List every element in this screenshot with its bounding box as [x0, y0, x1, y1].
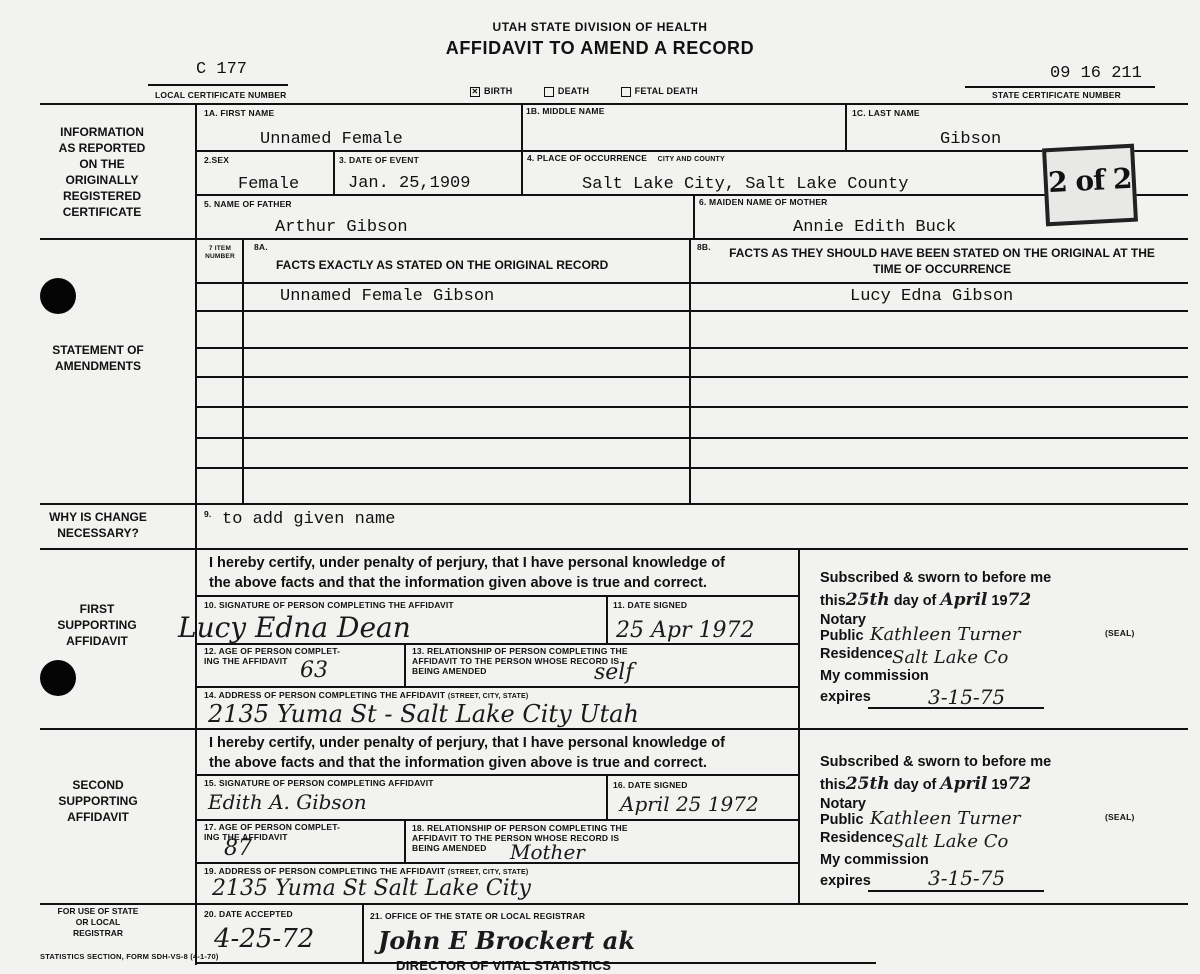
second-notary-signature: Kathleen Turner [870, 808, 1021, 829]
second-date: April 25 1972 [620, 792, 759, 816]
mother-value: Annie Edith Buck [793, 218, 957, 237]
second-date-label: 16. DATE SIGNED [613, 780, 688, 790]
first-commission-expires: 3-15-75 [928, 685, 1006, 709]
fetal-death-checkbox[interactable]: FETAL DEATH [621, 86, 698, 96]
col-8a-header: FACTS EXACTLY AS STATED ON THE ORIGINAL RECORD [276, 258, 609, 272]
second-address: 2135 Yuma St Salt Lake City [212, 876, 531, 901]
registrar-office-label: 21. OFFICE OF THE STATE OR LOCAL REGISTRAR [370, 911, 586, 921]
amend-original-value: Unnamed Female Gibson [280, 287, 495, 306]
why-change-label: WHY IS CHANGE NECESSARY? [49, 510, 147, 540]
col-8b-header: FACTS AS THEY SHOULD HAVE BEEN STATED ON THE ORIGINAL AT THE TIME OF OCCURRENCE [729, 246, 1155, 276]
agency-name: UTAH STATE DIVISION OF HEALTH [492, 20, 708, 34]
stamp-text: 2 of 2 [1047, 161, 1133, 200]
why-change-num: 9. [204, 509, 212, 519]
mother-label: 6. MAIDEN NAME OF MOTHER [699, 197, 828, 207]
last-name-label: 1C. LAST NAME [852, 108, 920, 118]
local-certificate-number: C 177 [196, 60, 248, 79]
first-sig-label: 10. SIGNATURE OF PERSON COMPLETING THE AFFIDAVIT [204, 600, 454, 610]
father-value: Arthur Gibson [275, 218, 408, 237]
col-8a-num: 8A. [254, 242, 268, 252]
first-name-label: 1A. FIRST NAME [204, 108, 275, 118]
second-address-label: 19. ADDRESS OF PERSON COMPLETING THE AFFIDAVIT (STREET, CITY, STATE) [204, 866, 529, 876]
first-notary-signature: Kathleen Turner [870, 624, 1021, 645]
second-relationship-label: 18. RELATIONSHIP OF PERSON COMPLETING THE AFFIDAVIT TO THE PERSON WHOSE RECORD IS BEING AMENDED [412, 823, 628, 853]
second-affidavit-label: SECOND SUPPORTING AFFIDAVIT [58, 778, 138, 824]
why-change-value: to add given name [222, 510, 396, 529]
date-accepted-label: 20. DATE ACCEPTED [204, 909, 293, 919]
sex-label: 2.SEX [204, 155, 230, 165]
place-label: 4. PLACE OF OCCURRENCE CITY AND COUNTY [527, 153, 725, 163]
empty-box-icon [621, 87, 631, 97]
registrar-use-label: FOR USE OF STATE OR LOCAL REGISTRAR [57, 906, 139, 938]
first-seal-label: (SEAL) [1105, 628, 1135, 638]
second-notary-residence: Salt Lake Co [892, 831, 1009, 852]
punch-hole-bottom [40, 660, 76, 696]
first-signature: Lucy Edna Dean [178, 611, 411, 644]
first-certify-line-2: the above facts and that the information given above is true and correct. [209, 575, 707, 591]
second-certify-line-1: I hereby certify, under penalty of perjury, that I have personal knowledge of [209, 735, 725, 751]
last-name-value: Gibson [940, 130, 1002, 149]
registrar-title: DIRECTOR OF VITAL STATISTICS [396, 958, 612, 973]
state-certificate-label: STATE CERTIFICATE NUMBER [992, 90, 1121, 100]
first-relationship-label: 13. RELATIONSHIP OF PERSON COMPLETING THE AFFIDAVIT TO THE PERSON WHOSE RECORD IS BEING AMENDED [412, 646, 628, 676]
empty-box-icon [544, 87, 554, 97]
first-notary-residence: Salt Lake Co [892, 647, 1009, 668]
checked-box-icon: ✕ [471, 86, 479, 96]
first-address: 2135 Yuma St - Salt Lake City Utah [208, 700, 639, 728]
first-name-value: Unnamed Female [260, 130, 403, 149]
registrar-signature: John E Brockert ak [378, 926, 635, 955]
birth-checkbox[interactable]: ✕ BIRTH [471, 86, 513, 96]
second-age: 87 [224, 836, 252, 861]
sex-value: Female [238, 175, 300, 194]
punch-hole-top [40, 278, 76, 314]
father-label: 5. NAME OF FATHER [204, 199, 292, 209]
original-info-label: INFORMATION AS REPORTED ON THE ORIGINALLY REGISTERED CERTIFICATE [58, 125, 146, 219]
first-age-label: 12. AGE OF PERSON COMPLET- ING THE AFFIDAVIT [204, 646, 341, 666]
first-affidavit-label: FIRST SUPPORTING AFFIDAVIT [57, 602, 137, 648]
first-relationship: self [594, 660, 634, 685]
first-certify-line-1: I hereby certify, under penalty of perjury, that I have personal knowledge of [209, 555, 725, 571]
local-certificate-label: LOCAL CERTIFICATE NUMBER [155, 90, 287, 100]
page-stamp [1042, 144, 1138, 227]
form-title: AFFIDAVIT TO AMEND A RECORD [445, 38, 755, 58]
record-type-options [470, 86, 698, 97]
date-of-event-label: 3. DATE OF EVENT [339, 155, 420, 165]
second-age-label: 17. AGE OF PERSON COMPLET- ING THE AFFIDAVIT [204, 822, 341, 842]
item-number-label: 7 ITEM NUMBER [205, 245, 235, 260]
second-signature: Edith A. Gibson [208, 790, 367, 814]
first-address-label: 14. ADDRESS OF PERSON COMPLETING THE AFFIDAVIT (STREET, CITY, STATE) [204, 690, 529, 700]
amend-corrected-value: Lucy Edna Gibson [850, 287, 1014, 306]
first-age: 63 [300, 658, 328, 683]
first-notary-block: Subscribed & sworn to before me this25th day of April 1972 Notary Public Residence My commission expires [820, 570, 1052, 705]
place-value: Salt Lake City, Salt Lake County [582, 175, 909, 194]
first-date-label: 11. DATE SIGNED [613, 600, 688, 610]
second-sig-label: 15. SIGNATURE OF PERSON COMPLETING AFFIDAVIT [204, 778, 434, 788]
date-of-event-value: Jan. 25,1909 [348, 174, 471, 193]
death-checkbox[interactable]: DEATH [544, 86, 589, 96]
second-seal-label: (SEAL) [1105, 812, 1135, 822]
state-certificate-number: 09 16 211 [1050, 64, 1142, 83]
form-number: STATISTICS SECTION, FORM SDH-VS-8 (4-1-70) [40, 952, 219, 961]
second-certify-line-2: the above facts and that the information given above is true and correct. [209, 755, 707, 771]
amendments-label: STATEMENT OF AMENDMENTS [52, 343, 144, 373]
date-accepted: 4-25-72 [214, 924, 315, 954]
col-8b-num: 8B. [697, 242, 711, 252]
second-commission-expires: 3-15-75 [928, 866, 1006, 890]
second-relationship: Mother [510, 840, 585, 864]
first-date: 25 Apr 1972 [616, 618, 755, 643]
second-notary-block: Subscribed & sworn to before me this25th day of April 1972 Notary Public Residence My commission expires [820, 754, 1052, 889]
middle-name-label: 1B. MIDDLE NAME [526, 106, 605, 116]
